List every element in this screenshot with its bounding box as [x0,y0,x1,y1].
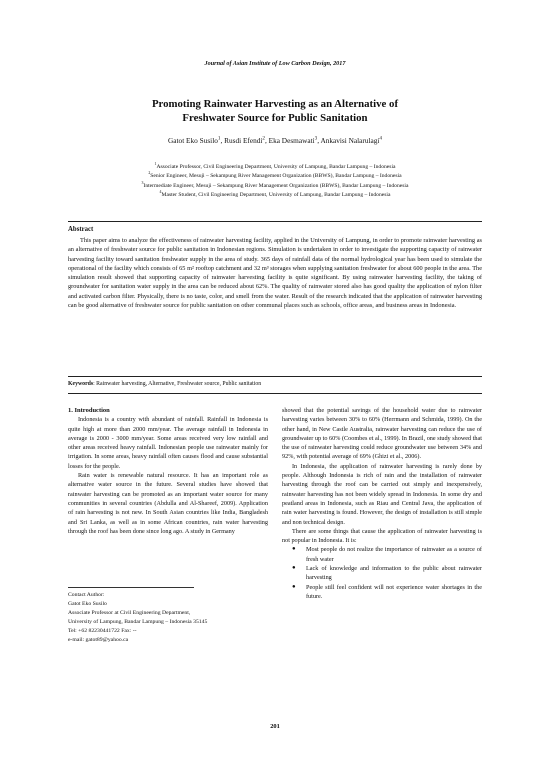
affiliation-sup: 4 [159,190,162,195]
contact-author [68,591,268,646]
affiliation-text: Senior Engineer, Mesuji – Sekampung River Management Organization (BBWS), Bandar Lampung – Indonesia [150,173,402,180]
bullet-icon: ● [292,583,296,590]
body-paragraph: Indonesia is a country with abundant of rainfall. Rainfall in Indonesia is quite high at more than 2000 mm/year. The average rainfall in Indonesia in average is 2000 - 3000 mm/year. Some areas received very low rainfall and other areas received heavy rainfall. Indonesian people use rainwater mainly for irrigation. In some areas, heavy rainfall often causes flood and cause substantial losses for the people. [68,416,268,470]
body-paragraph: In Indonesia, the application of rainwater harvesting is rarely done by people. Although Indonesia is rich of rain and the installation of rainwater harvesting through the roof can be carried out simply and inexpensively, rainwater harvesting has not been widely spread in Indonesia. In some dry and peatland areas in Indonesia, such as Riau and Central Java, the application of rain water harvesting is found. However, the design of installation is still simple and non technical design. [282,462,482,526]
contact-label: Contact Author: [68,592,105,598]
list-item-text: People still feel confident will not experience water shortages in the future. [306,583,482,600]
keywords-text: : Rainwater harvesting, Alternative, Freshwater source, Public sanitation [93,381,262,387]
list-item [292,545,482,564]
contact-position: Associate Professor at Civil Engineering Department, [68,610,191,617]
author-sep: , [264,136,269,145]
list-item-text: Lack of knowledge and information to the public about rainwater harvesting [306,565,482,582]
affiliation-text: Intermediate Engineer, Mesuji – Sekampung River Management Organization (BBWS), Bandar Lampung – Indonesia [143,182,409,189]
affiliation-list [60,163,490,201]
title-line-2: Freshwater Source for Public Sanitation [182,112,368,124]
left-column [68,406,268,536]
contact-tel: Tel: +62 82230441722 Fax: -- [68,628,137,635]
author-list [0,136,550,145]
bullet-list [282,545,482,601]
bullet-icon: ● [292,565,296,572]
bullet-icon: ● [292,546,296,553]
keywords [68,381,482,387]
list-item-text: Most people do not realize the importance of rainwater as a source of fresh water [306,546,482,563]
title-line-1: Promoting Rainwater Harvesting as an Alternative of [151,98,399,110]
abstract-text: This paper aims to analyze the effectiveness of rainwater harvesting facility, applied in the University of Lampung, in order to promote rainwater harvesting as an alternative of freshwater source for public sanitation in Indonesian regions. Simulation is undertaken in order to investigate the supporting capacity of rainwater harvesting facility toward sanitation freshwater supply in the area of study. 365 days of rainfall data of the normal hydrological year has been used to simulate the operational of the facility which consists of 65 m² rooftop catchment and 32 m³ storages when supplying sanitation freshwater for about 600 people in the area. The simulation result showed that supporting capacity of rainwater harvesting facility is quite significant. By using rainwater harvesting facility, the taking of groundwater for sanitation water supply in the area can be reduced about 62%. The quality of rainwater stored also has good quality the application of nylon filter and activated carbon filter. Physically, there is no taste, color, and smell from the water. Result of the research indicated that the application of rainwater harvesting can be good alternative of freshwater source for public sanitation on other communal places such as schools, office areas, and business areas in Indonesia. [68,237,482,310]
author-name: Gatot Eko Susilo [168,136,218,145]
abstract-top-rule [68,221,482,222]
author-sup: 1 [217,135,221,142]
keywords-rule [68,393,482,394]
section-heading: 1. Introduction [68,407,110,414]
affiliation [60,191,490,200]
list-item [292,583,482,602]
right-column [282,406,482,601]
abstract-bottom-rule [68,376,482,377]
author-name: Ankavisi Nalarulagi [320,136,380,145]
author-name: Eka Desmawati [268,136,315,145]
abstract-heading: Abstract [68,226,94,233]
paper-title [60,97,490,125]
body-paragraph: There are some things that cause the application of rainwater harvesting is not popular in Indonesia. It is: [282,527,482,545]
affiliation-sup: 1 [154,162,157,167]
list-item [292,564,482,583]
author-sep: , [317,136,321,145]
affiliation-text: Associate Professor, Civil Engineering Department, University of Lampung, Bandar Lampung – Indonesia [156,164,396,170]
journal-header: Journal of Asian Institute of Low Carbon Design, 2017 [204,60,346,67]
affiliation [60,182,490,191]
affiliation-sup: 2 [148,171,151,176]
keywords-label: Keywords [68,381,94,387]
contact-email: e-mail: gatot89@yahoo.ca [68,637,129,644]
author-sup: 3 [314,135,318,142]
footnote-rule [68,587,194,588]
author-sep: , [220,136,225,145]
affiliation [60,163,490,172]
contact-name: Gatot Eko Susilo [68,601,107,608]
author-sup: 4 [379,135,382,142]
body-paragraph: Rain water is renewable natural resource. It has an important role as alternative water source in the future. Several studies have showed that rainwater harvesting can be promoted as an important water source for many communities in several countries (Abdulla and Al-Shareef, 2009). Application of rain harvesting is not new. In South Asian countries like India, Bangladesh and Sri Lanka, as well as in some African countries, rain water harvesting through the roof has been done since long ago. A study in Germany [68,472,268,535]
page-number: 201 [270,723,280,730]
affiliation-sup: 3 [141,180,144,185]
affiliation [60,172,490,181]
contact-address: University of Lampung, Bandar Lampung – Indonesia 35145 [68,619,208,626]
body-paragraph: showed that the potential savings of the household water due to rainwater harvesting varies between 30% to 60% (Herrmann and Schmida, 1999). On the other hand, in New Castle Australia, rainwater harvesting can reduce the use of groundwater up to 60% (Coombes et al., 1999). In Brazil, one study showed that the use of rainwater harvesting could reduce groundwater use between 34% and 92%, with potential average of 69% (Ghizi et al., 2006). [282,407,482,461]
affiliation-text: Master Student, Civil Engineering Department, University of Lampung, Bandar Lampung – Indonesia [161,192,391,199]
author-name: Rusdi Efendi [224,136,263,145]
author-sup: 2 [262,135,265,142]
